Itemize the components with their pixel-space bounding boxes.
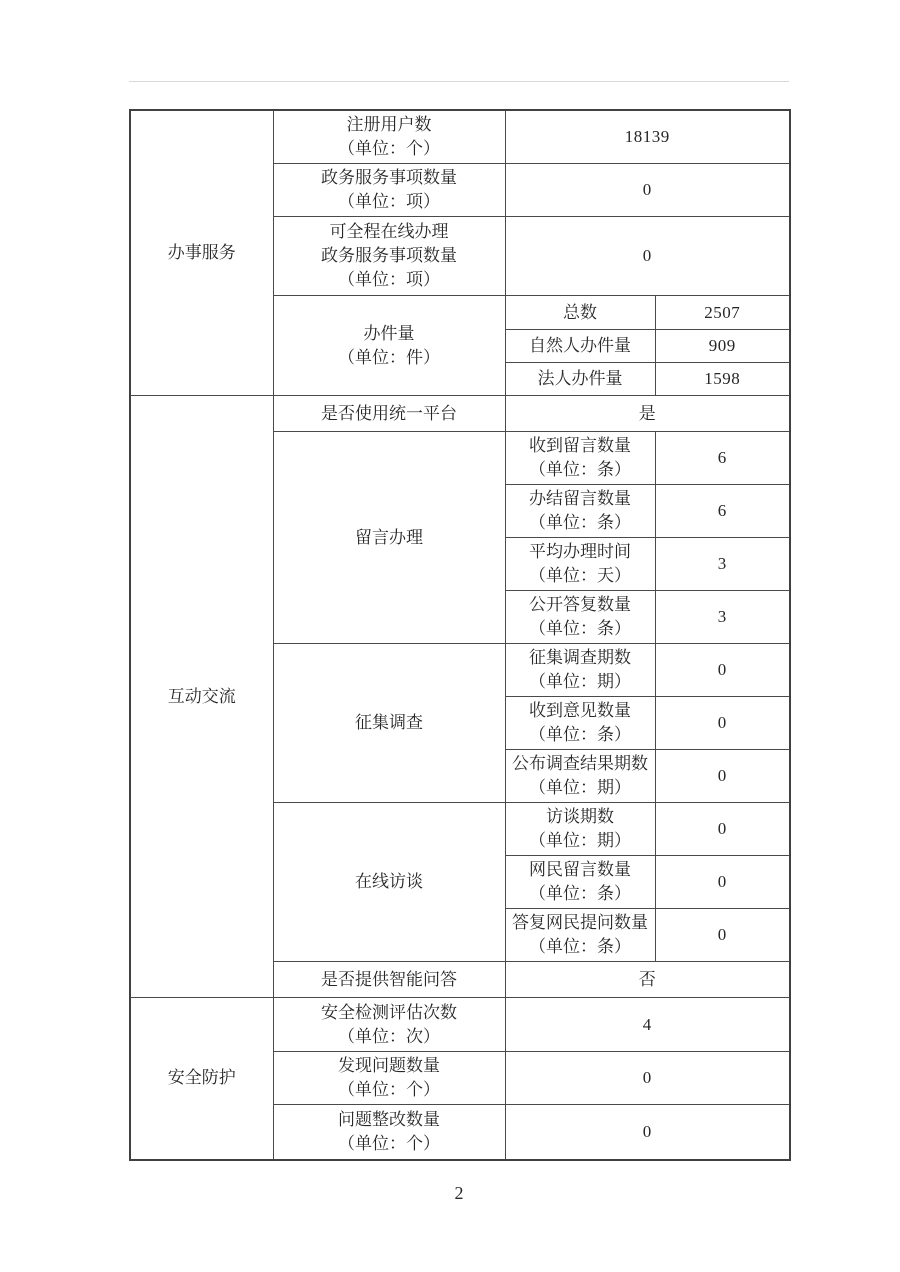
sub-label-cell [505, 296, 655, 330]
page-number: 2 [454, 1183, 464, 1203]
sub-label: 网民留言数量 [529, 860, 631, 879]
sub-value: 3 [717, 607, 727, 626]
group-cell-liuyan [273, 432, 505, 644]
sub-label: 办结留言数量 [529, 489, 631, 508]
metric-value: 18139 [624, 127, 670, 146]
metric-label-cell [273, 998, 505, 1052]
sub-unit: （单位：期） [529, 778, 631, 797]
metric-label: 注册用户数 [346, 115, 432, 134]
sub-unit: （单位：条） [529, 619, 631, 638]
group-label: 办件量 [363, 323, 415, 343]
metric-value: 0 [642, 1121, 652, 1141]
metric-label: 问题整改数量 [338, 1109, 440, 1129]
metric-unit: （单位：项） [338, 270, 440, 289]
sub-unit: （单位：天） [529, 566, 631, 585]
metric-unit: （单位：项） [338, 192, 440, 211]
metric-value: 0 [642, 246, 652, 265]
sub-value-cell [655, 697, 790, 750]
metric-label-line2: 政务服务事项数量 [321, 246, 457, 265]
metric-value: 0 [642, 180, 652, 199]
category-label: 互动交流 [167, 686, 236, 706]
sub-value: 0 [717, 660, 727, 679]
sub-label: 总数 [563, 302, 597, 322]
group-unit: （单位：件） [338, 347, 440, 367]
metric-label-cell [273, 1052, 505, 1105]
metric-value-cell [505, 164, 790, 217]
metric-value: 否 [638, 969, 656, 989]
sub-label-cell [505, 909, 655, 962]
sub-label: 自然人办件量 [529, 336, 631, 355]
sub-label-cell [505, 856, 655, 909]
metric-value: 0 [642, 1068, 652, 1087]
metric-value-cell [505, 962, 790, 998]
metric-label-cell [273, 1105, 505, 1160]
sub-unit: （单位：条） [529, 460, 631, 479]
annual-report-table [129, 109, 791, 1161]
sub-value: 0 [717, 713, 727, 732]
category-cell-interaction [130, 396, 273, 998]
metric-unit: （单位：个） [338, 1133, 440, 1153]
sub-unit: （单位：条） [529, 513, 631, 532]
sub-value-cell [655, 803, 790, 856]
sub-value: 0 [717, 872, 727, 891]
sub-value: 2507 [704, 302, 741, 322]
metric-label: 是否提供智能问答 [321, 969, 457, 989]
sub-value: 6 [717, 501, 727, 520]
metric-value-cell [505, 1105, 790, 1160]
sub-value: 0 [717, 766, 727, 785]
metric-value-cell [505, 998, 790, 1052]
sub-label: 公开答复数量 [529, 595, 631, 614]
sub-label-cell [505, 591, 655, 644]
sub-label: 收到留言数量 [529, 436, 631, 455]
sub-label: 征集调查期数 [529, 648, 631, 667]
group-label: 在线访谈 [355, 872, 423, 891]
sub-label: 平均办理时间 [529, 542, 631, 561]
metric-unit: （单位：个） [338, 139, 440, 158]
sub-value-cell [655, 296, 790, 330]
sub-label-cell [505, 697, 655, 750]
sub-value: 6 [717, 448, 727, 467]
sub-label-cell [505, 330, 655, 363]
metric-label: 政务服务事项数量 [321, 168, 457, 187]
table-row [130, 998, 790, 1052]
sub-label-cell [505, 644, 655, 697]
sub-label: 收到意见数量 [529, 701, 631, 720]
sub-value-cell [655, 432, 790, 485]
sub-label-cell [505, 485, 655, 538]
metric-unit: （单位：个） [338, 1080, 440, 1099]
sub-value-cell [655, 538, 790, 591]
metric-label: 可全程在线办理 [329, 222, 449, 241]
sub-label-cell [505, 363, 655, 396]
metric-label: 安全检测评估次数 [321, 1002, 457, 1022]
metric-label-cell [273, 396, 505, 432]
sub-value: 1598 [704, 369, 741, 388]
metric-value: 是 [638, 403, 656, 423]
sub-label-cell [505, 432, 655, 485]
sub-label: 答复网民提问数量 [512, 913, 648, 932]
category-label: 安全防护 [167, 1068, 236, 1088]
metric-label: 发现问题数量 [338, 1056, 440, 1075]
sub-value: 0 [717, 925, 727, 944]
metric-value: 4 [642, 1014, 652, 1034]
group-cell-fangtan [273, 803, 505, 962]
sub-unit: （单位：期） [529, 672, 631, 691]
sub-value-cell [655, 750, 790, 803]
group-cell-zhengji [273, 644, 505, 803]
sub-value: 0 [717, 819, 727, 838]
metric-value-cell [505, 110, 790, 164]
group-label: 征集调查 [355, 713, 423, 732]
group-label: 留言办理 [355, 527, 423, 547]
sub-value-cell [655, 909, 790, 962]
sub-value-cell [655, 363, 790, 396]
metric-unit: （单位：次） [338, 1026, 440, 1046]
sub-value: 3 [717, 554, 727, 573]
metric-label-cell [273, 217, 505, 296]
sub-unit: （单位：期） [529, 831, 631, 850]
sub-value: 909 [708, 336, 736, 355]
sub-label-cell [505, 750, 655, 803]
table-row [130, 110, 790, 164]
table-row [130, 396, 790, 432]
category-cell-security [130, 998, 273, 1160]
sub-label: 访谈期数 [546, 807, 614, 826]
group-cell-banjianliang [273, 296, 505, 396]
sub-value-cell [655, 644, 790, 697]
metric-label: 是否使用统一平台 [321, 403, 457, 423]
metric-value-cell [505, 217, 790, 296]
sub-label: 法人办件量 [537, 369, 623, 388]
sub-value-cell [655, 591, 790, 644]
sub-label: 公布调查结果期数 [512, 754, 648, 773]
sub-value-cell [655, 330, 790, 363]
metric-label-cell [273, 164, 505, 217]
sub-value-cell [655, 485, 790, 538]
sub-unit: （单位：条） [529, 884, 631, 903]
page-top-rule [129, 81, 789, 82]
sub-value-cell [655, 856, 790, 909]
metric-value-cell [505, 396, 790, 432]
sub-label-cell [505, 538, 655, 591]
metric-value-cell [505, 1052, 790, 1105]
metric-label-cell [273, 962, 505, 998]
category-label: 办事服务 [167, 243, 236, 262]
sub-label-cell [505, 803, 655, 856]
sub-unit: （单位：条） [529, 725, 631, 744]
metric-label-cell [273, 110, 505, 164]
sub-unit: （单位：条） [529, 937, 631, 956]
category-cell-service [130, 110, 273, 396]
